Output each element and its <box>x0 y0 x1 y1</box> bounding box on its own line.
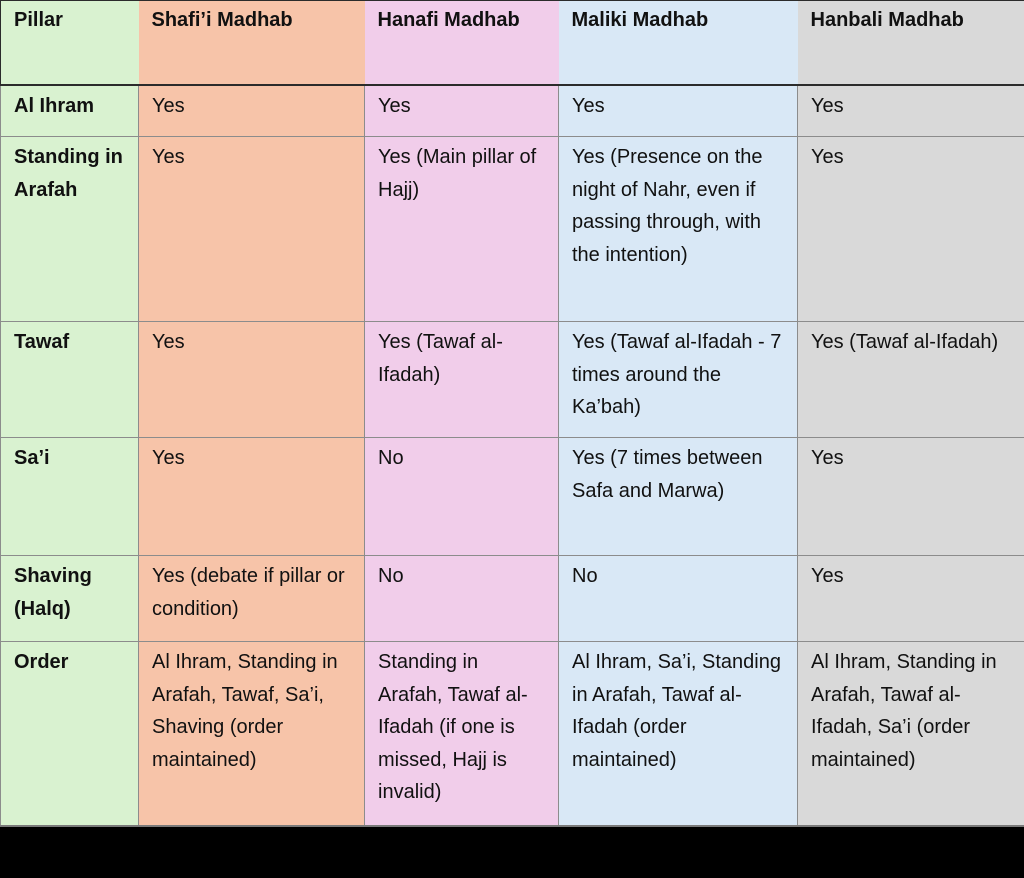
maliki-cell: Yes <box>559 85 798 137</box>
table-row-sai <box>1 438 1024 556</box>
hanafi-cell: No <box>365 438 559 556</box>
hanbali-cell: Yes <box>798 556 1024 642</box>
pillar-cell: Order <box>1 642 139 826</box>
shafii-cell: Yes <box>139 438 365 556</box>
table-row-tawaf <box>1 322 1024 438</box>
table-header-row <box>1 1 1024 85</box>
pillar-cell: Tawaf <box>1 322 139 438</box>
header-hanafi-madhab: Hanafi Madhab <box>365 1 559 85</box>
hanafi-cell: Yes (Main pillar of Hajj) <box>365 137 559 322</box>
pillar-cell: Shaving (Halq) <box>1 556 139 642</box>
table-row-shaving-halq <box>1 556 1024 642</box>
table-row-standing-in-arafah <box>1 137 1024 322</box>
maliki-cell: Al Ihram, Sa’i, Standing in Arafah, Tawaf al-Ifadah (order maintained) <box>559 642 798 826</box>
hanafi-cell: No <box>365 556 559 642</box>
hanbali-cell: Al Ihram, Standing in Arafah, Tawaf al-Ifadah, Sa’i (order maintained) <box>798 642 1024 826</box>
maliki-cell: Yes (Presence on the night of Nahr, even if passing through, with the intention) <box>559 137 798 322</box>
hanafi-cell: Standing in Arafah, Tawaf al-Ifadah (if one is missed, Hajj is invalid) <box>365 642 559 826</box>
shafii-cell: Yes <box>139 137 365 322</box>
table-row-al-ihram <box>1 85 1024 137</box>
hanbali-cell: Yes <box>798 438 1024 556</box>
header-hanbali-madhab: Hanbali Madhab <box>798 1 1024 85</box>
pillar-cell: Standing in Arafah <box>1 137 139 322</box>
hanafi-cell: Yes (Tawaf al-Ifadah) <box>365 322 559 438</box>
maliki-cell: Yes (7 times between Safa and Marwa) <box>559 438 798 556</box>
table-row-order <box>1 642 1024 826</box>
header-pillar: Pillar <box>1 1 139 85</box>
hanbali-cell: Yes (Tawaf al-Ifadah) <box>798 322 1024 438</box>
hanbali-cell: Yes <box>798 137 1024 322</box>
header-shafii-madhab: Shafi’i Madhab <box>139 1 365 85</box>
maliki-cell: Yes (Tawaf al-Ifadah - 7 times around the Ka’bah) <box>559 322 798 438</box>
shafii-cell: Al Ihram, Standing in Arafah, Tawaf, Sa’i, Shaving (order maintained) <box>139 642 365 826</box>
shafii-cell: Yes <box>139 85 365 137</box>
hanbali-cell: Yes <box>798 85 1024 137</box>
pillar-cell: Al Ihram <box>1 85 139 137</box>
maliki-cell: No <box>559 556 798 642</box>
pillar-cell: Sa’i <box>1 438 139 556</box>
hanafi-cell: Yes <box>365 85 559 137</box>
header-maliki-madhab: Maliki Madhab <box>559 1 798 85</box>
shafii-cell: Yes <box>139 322 365 438</box>
shafii-cell: Yes (debate if pillar or condition) <box>139 556 365 642</box>
